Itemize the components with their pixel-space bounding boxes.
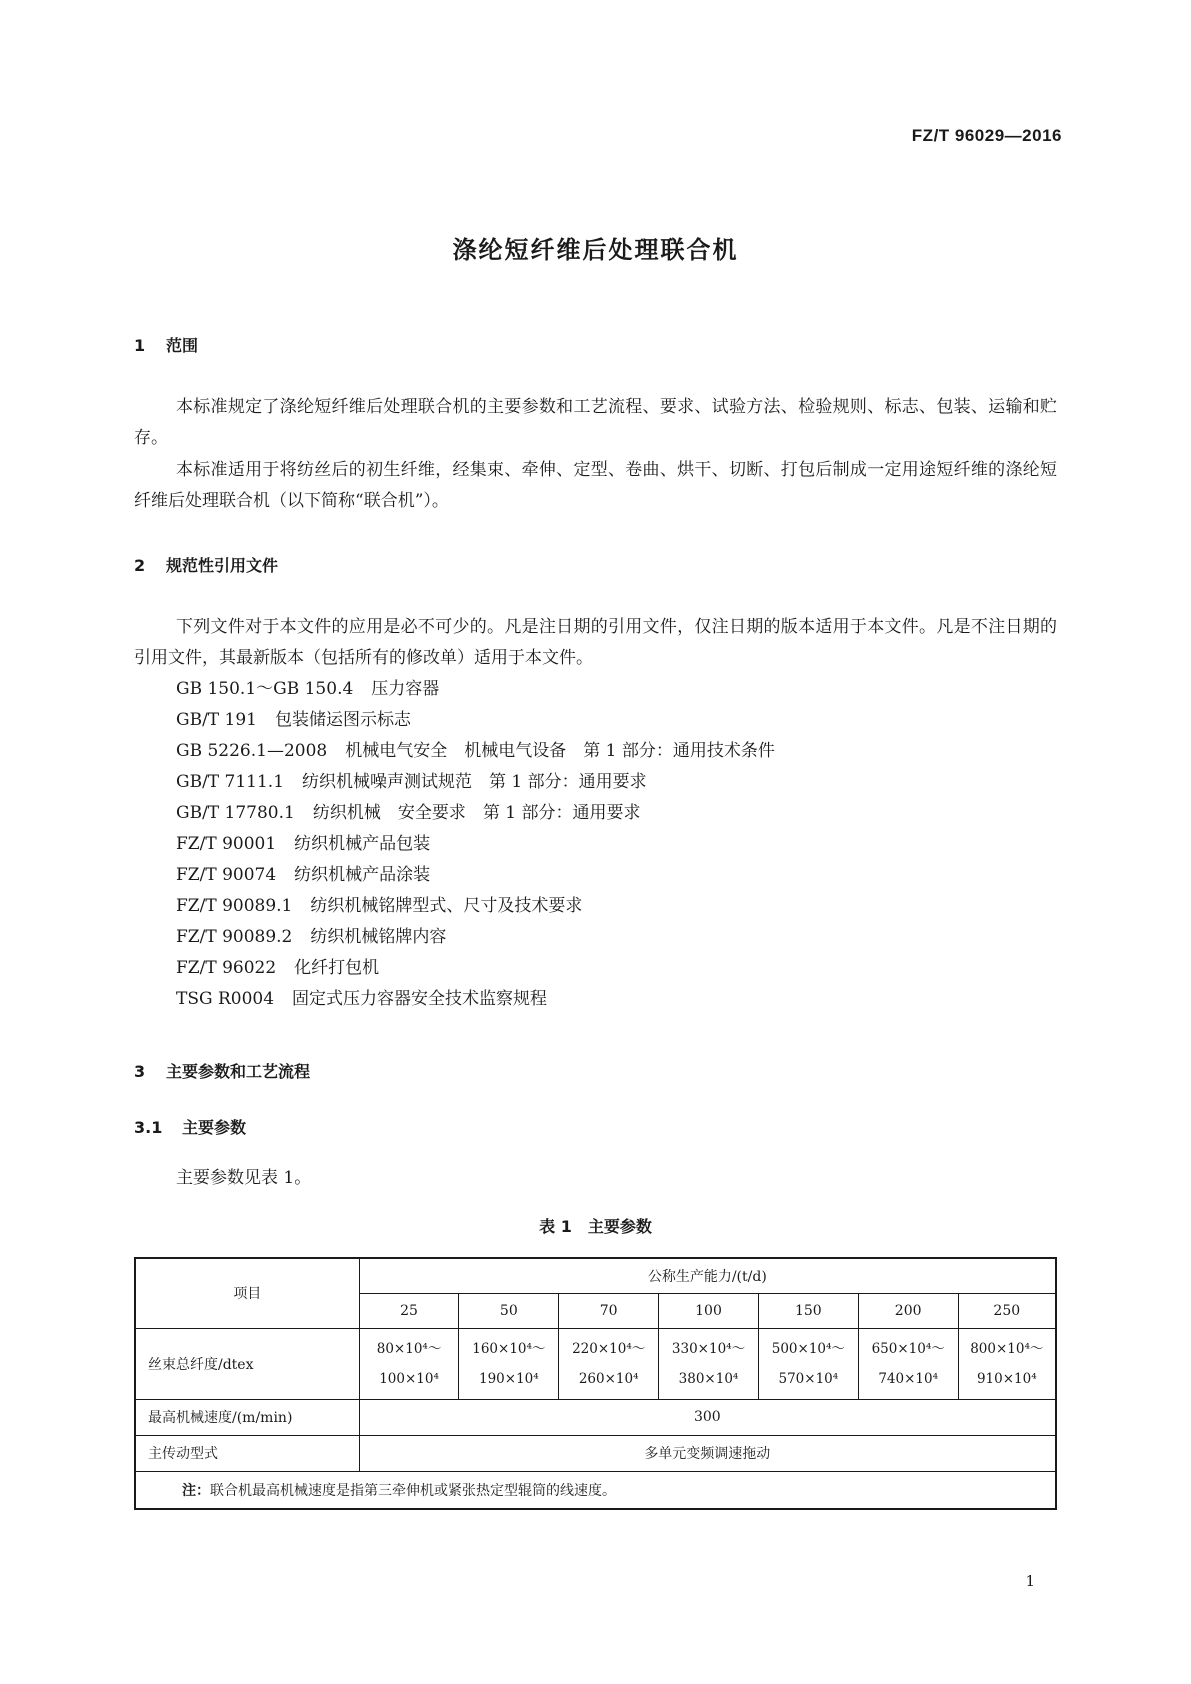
row-label: 丝束总纤度/dtex <box>135 1328 359 1399</box>
section-number: 3 <box>134 1062 146 1081</box>
denier-cell <box>659 1328 759 1399</box>
denier-cell <box>858 1328 958 1399</box>
reference-item <box>176 953 775 984</box>
denier-row <box>135 1328 1056 1399</box>
table-title: 主要参数 <box>587 1217 652 1236</box>
reference-title: 纺织机械铭牌型式、尺寸及技术要求 <box>310 896 583 916</box>
speed-row <box>135 1399 1056 1435</box>
reference-code: GB/T 7111.1 <box>176 772 285 792</box>
reference-code: GB/T 17780.1 <box>176 803 295 823</box>
reference-code: TSG R0004 <box>176 989 275 1009</box>
section-title: 主要参数和工艺流程 <box>166 1062 311 1081</box>
reference-code: GB 5226.1—2008 <box>176 741 328 761</box>
denier-upper: 220×10⁴～ <box>572 1340 646 1357</box>
denier-cell <box>359 1328 459 1399</box>
reference-list <box>176 674 775 1015</box>
denier-lower: 740×10⁴ <box>878 1370 938 1387</box>
standard-number: FZ/T 96029—2016 <box>911 126 1062 145</box>
denier-upper: 80×10⁴～ <box>376 1340 442 1357</box>
reference-title: 包装储运图示标志 <box>275 710 411 730</box>
reference-item <box>176 829 775 860</box>
reference-title: 机械电气安全 机械电气设备 第 1 部分：通用技术条件 <box>345 741 775 761</box>
section-title: 范围 <box>166 336 199 355</box>
reference-code: FZ/T 90089.1 <box>176 896 293 916</box>
denier-lower: 260×10⁴ <box>578 1370 639 1387</box>
section-3-heading <box>134 1059 310 1082</box>
table-header-row <box>135 1258 1056 1293</box>
denier-lower: 190×10⁴ <box>479 1370 539 1387</box>
denier-cell <box>559 1328 659 1399</box>
section-title: 主要参数 <box>182 1118 247 1137</box>
reference-item <box>176 984 775 1015</box>
section-number: 2 <box>134 556 146 575</box>
parameters-reference-text: 主要参数见表 1。 <box>176 1168 312 1188</box>
reference-item <box>176 860 775 891</box>
reference-title: 纺织机械 安全要求 第 1 部分：通用要求 <box>312 803 641 823</box>
capacity-cell: 50 <box>459 1293 559 1328</box>
references-intro: 下列文件对于本文件的应用是必不可少的。凡是注日期的引用文件，仅注日期的版本适用于本文件。凡是不注日期的引用文件，其最新版本（包括所有的修改单）适用于本文件。 <box>134 617 1057 668</box>
drive-value: 多单元变频调速拖动 <box>359 1435 1056 1471</box>
reference-title: 纺织机械产品涂装 <box>294 865 431 885</box>
reference-code: GB/T 191 <box>176 710 257 730</box>
row-label: 最高机械速度/(m/min) <box>135 1399 359 1435</box>
row-label: 主传动型式 <box>135 1435 359 1471</box>
page-number: 1 <box>1025 1572 1035 1590</box>
denier-cell <box>758 1328 858 1399</box>
reference-code: FZ/T 90089.2 <box>176 927 293 947</box>
table-note-row <box>135 1471 1056 1509</box>
capacity-cell: 25 <box>359 1293 459 1328</box>
section-3-1-heading <box>134 1115 246 1138</box>
reference-item <box>176 736 775 767</box>
table-number: 表 1 <box>539 1217 572 1236</box>
capacity-cell: 250 <box>958 1293 1056 1328</box>
section-number: 3.1 <box>134 1118 163 1137</box>
capacity-header-cell: 公称生产能力/(t/d) <box>359 1258 1056 1293</box>
speed-value: 300 <box>359 1399 1056 1435</box>
reference-title: 纺织机械产品包装 <box>294 834 431 854</box>
reference-item <box>176 798 775 829</box>
reference-code: GB 150.1～GB 150.4 <box>176 679 354 699</box>
denier-upper: 160×10⁴～ <box>472 1340 546 1357</box>
capacity-cell: 200 <box>858 1293 958 1328</box>
scope-paragraph-2: 本标准适用于将纺丝后的初生纤维，经集束、牵伸、定型、卷曲、烘干、切断、打包后制成一定用途短纤维的涤纶短纤维后处理联合机（以下简称“联合机”）。 <box>134 460 1057 511</box>
denier-lower: 910×10⁴ <box>976 1370 1037 1387</box>
capacity-cell: 100 <box>659 1293 759 1328</box>
reference-item <box>176 922 775 953</box>
reference-title: 纺织机械噪声测试规范 第 1 部分：通用要求 <box>302 772 647 792</box>
capacity-cell: 150 <box>758 1293 858 1328</box>
reference-item <box>176 674 775 705</box>
main-parameters-table <box>134 1257 1057 1510</box>
reference-code: FZ/T 96022 <box>176 958 277 978</box>
denier-cell <box>459 1328 559 1399</box>
table-caption <box>0 1214 1191 1237</box>
reference-item <box>176 705 775 736</box>
denier-upper: 800×10⁴～ <box>970 1340 1044 1357</box>
reference-code: FZ/T 90074 <box>176 865 277 885</box>
denier-lower: 100×10⁴ <box>379 1370 439 1387</box>
denier-upper: 500×10⁴～ <box>771 1340 845 1357</box>
reference-title: 固定式压力容器安全技术监察规程 <box>292 989 548 1009</box>
reference-item <box>176 891 775 922</box>
denier-lower: 570×10⁴ <box>778 1370 839 1387</box>
reference-code: FZ/T 90001 <box>176 834 277 854</box>
denier-upper: 330×10⁴～ <box>671 1340 746 1357</box>
document-title: 涤纶短纤维后处理联合机 <box>452 236 739 264</box>
reference-title: 纺织机械铭牌内容 <box>310 927 447 947</box>
section-number: 1 <box>134 336 146 355</box>
section-title: 规范性引用文件 <box>166 556 279 575</box>
reference-item <box>176 767 775 798</box>
reference-title: 压力容器 <box>371 679 440 699</box>
table-note <box>135 1471 1056 1509</box>
denier-cell <box>958 1328 1056 1399</box>
drive-row <box>135 1435 1056 1471</box>
note-text: 联合机最高机械速度是指第三牵伸机或紧张热定型辊筒的线速度。 <box>210 1482 616 1499</box>
capacity-cell: 70 <box>559 1293 659 1328</box>
item-header-cell: 项目 <box>135 1258 359 1328</box>
denier-lower: 380×10⁴ <box>678 1370 739 1387</box>
reference-title: 化纤打包机 <box>294 958 380 978</box>
scope-paragraph-1: 本标准规定了涤纶短纤维后处理联合机的主要参数和工艺流程、要求、试验方法、检验规则、标志、包装、运输和贮存。 <box>134 397 1057 448</box>
section-2-heading <box>134 553 278 576</box>
note-label: 注： <box>182 1482 210 1499</box>
denier-upper: 650×10⁴～ <box>871 1340 945 1357</box>
section-1-heading <box>134 333 198 356</box>
